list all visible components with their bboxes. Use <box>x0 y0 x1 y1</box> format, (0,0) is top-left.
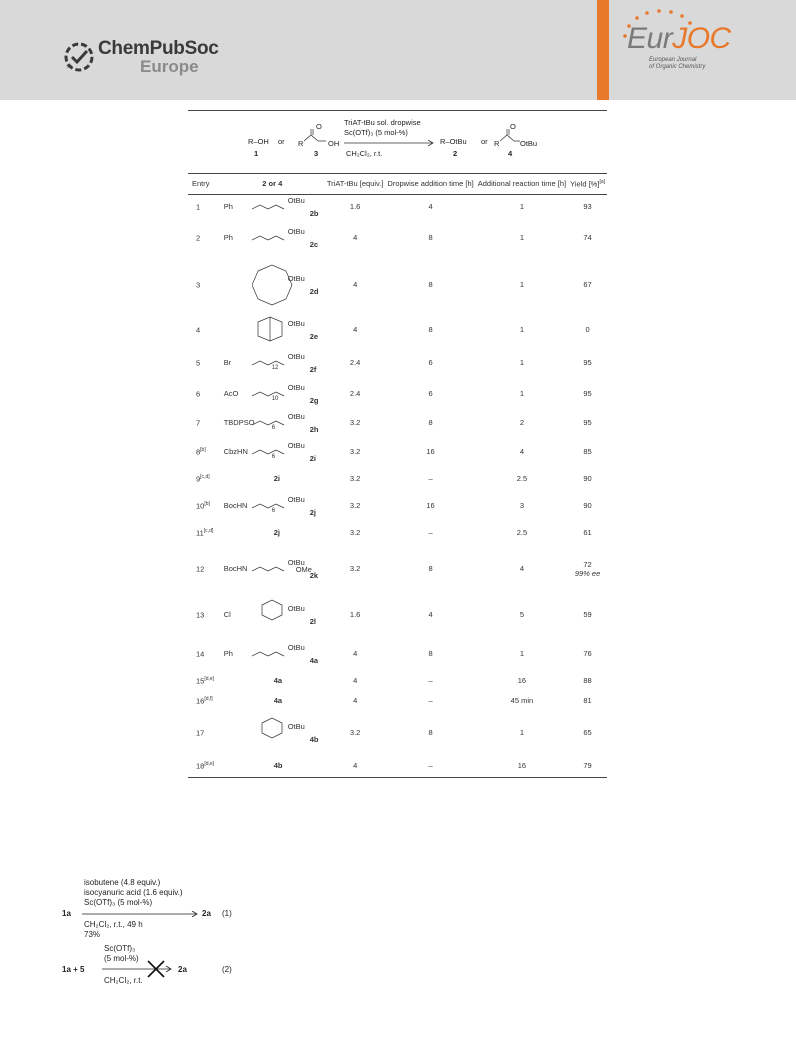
compound-id: 2h <box>309 424 319 434</box>
equiv-cell: 1.6 <box>349 610 361 619</box>
equiv-cell: 2.4 <box>349 358 361 367</box>
otbu-label: OtBu <box>287 494 305 504</box>
equiv-cell: 4 <box>353 280 358 289</box>
addition-time-cell: 4 <box>428 610 433 619</box>
compound-id: 4a <box>309 655 319 665</box>
table-row <box>188 347 607 379</box>
yield-cell <box>568 545 607 593</box>
chempubsoc-badge-icon <box>62 40 96 74</box>
chain-length-label: 10 <box>271 395 279 402</box>
equiv-cell: 3.2 <box>349 501 361 510</box>
addition-time-cell: 8 <box>428 418 433 427</box>
substituent-label: Ph <box>223 232 233 242</box>
yield-value: 67 <box>583 280 592 289</box>
table-row <box>188 313 607 347</box>
addition-time-cell: 8 <box>428 280 433 289</box>
col-compound: 2 or 4 <box>262 179 283 189</box>
compound-cell <box>220 755 325 777</box>
equiv-cell: 4 <box>353 649 358 658</box>
entry-cell <box>188 219 220 257</box>
compound-cell <box>220 671 325 691</box>
table-row <box>188 637 607 671</box>
table-row <box>188 257 607 313</box>
entry-number: 6 <box>196 389 201 399</box>
results-table-container <box>188 110 607 778</box>
table-row <box>188 671 607 691</box>
scheme-alcohol: R–OH <box>248 137 269 146</box>
table-row <box>188 437 607 467</box>
reaction-time-cell: 1 <box>519 649 524 658</box>
entry-cell <box>188 313 220 347</box>
addition-time-cell: 8 <box>428 233 433 242</box>
substituent-label: Br <box>223 357 232 367</box>
table-row <box>188 691 607 711</box>
eq1-below-1: CH₂Cl₂, r.t., 49 h <box>84 920 143 929</box>
reaction-time-cell: 1 <box>519 358 524 367</box>
col-yield-sup: [a] <box>599 179 605 185</box>
yield-cell <box>568 379 607 409</box>
yield-value: 90 <box>583 474 592 483</box>
entry-number: 17 <box>196 728 205 738</box>
yield-cell <box>568 257 607 313</box>
entry-footnote: [d,e] <box>204 675 215 682</box>
yield-cell <box>568 521 607 545</box>
reaction-time-cell: 1 <box>519 233 524 242</box>
reaction-time-cell: 2.5 <box>516 528 528 537</box>
yield-value: 88 <box>583 676 592 685</box>
compound-id: 4a <box>273 675 283 685</box>
entry-cell <box>188 195 220 219</box>
otbu-label: OtBu <box>287 557 305 567</box>
entry-number: 1 <box>196 202 201 212</box>
table-row <box>188 711 607 755</box>
eq1-cond-3: Sc(OTf)₃ (5 mol-%) <box>84 898 153 907</box>
equiv-cell: 1.6 <box>349 202 361 211</box>
entry-cell <box>188 711 220 755</box>
yield-cell <box>568 491 607 521</box>
scheme-acid-o: O <box>316 122 322 131</box>
equiv-cell: 3.2 <box>349 528 361 537</box>
yield-value: 65 <box>583 728 592 737</box>
journal-title-eur: Eur <box>627 22 673 55</box>
compound-cell <box>220 711 325 755</box>
reaction-time-cell: 1 <box>519 280 524 289</box>
addition-time-cell: 16 <box>426 447 435 456</box>
compound-id: 4a <box>273 695 283 705</box>
eq1-start: 1a <box>62 909 71 918</box>
eq1-product: 2a <box>202 909 211 918</box>
scheme-num-2: 2 <box>453 149 458 158</box>
equiv-cell: 3.2 <box>349 474 361 483</box>
scheme-cond-2: Sc(OTf)₃ (5 mol-%) <box>344 128 408 137</box>
compound-cell <box>220 195 325 219</box>
substituent-label: AcO <box>223 388 239 398</box>
equiv-cell: 3.2 <box>349 447 361 456</box>
table-row <box>188 491 607 521</box>
yield-value: 0 <box>585 325 590 334</box>
compound-id: 2l <box>309 616 316 626</box>
table-header-row <box>188 174 607 194</box>
reaction-time-cell: 1 <box>519 325 524 334</box>
otbu-label: OtBu <box>287 318 305 328</box>
entry-number: 10 <box>196 501 205 511</box>
otbu-label: OtBu <box>287 440 305 450</box>
skeletal-structure-icon <box>252 545 302 593</box>
yield-value: 95 <box>583 389 592 398</box>
otbu-label: OtBu <box>287 226 305 236</box>
journal-title-joc: JOC <box>672 22 731 55</box>
col-entry: Entry <box>192 179 210 189</box>
yield-cell <box>568 691 607 711</box>
eq2-below: CH₂Cl₂, r.t. <box>104 976 143 985</box>
compound-cell <box>220 637 325 671</box>
scheme-cond-3: CH₂Cl₂, r.t. <box>346 149 383 158</box>
compound-cell <box>220 347 325 379</box>
eq2-cond-2: (5 mol-%) <box>104 954 139 963</box>
otbu-label: OtBu <box>287 195 305 205</box>
entry-number: 11 <box>196 528 204 538</box>
entry-number: 13 <box>196 610 205 620</box>
substituent-label: CbzHN <box>223 446 248 456</box>
yield-cell <box>568 313 607 347</box>
equiv-cell: 2.4 <box>349 389 361 398</box>
yield-value: 93 <box>583 202 592 211</box>
table-row <box>188 467 607 491</box>
scheme-num-4: 4 <box>508 149 513 158</box>
entry-cell <box>188 491 220 521</box>
col-reaction-time: Additional reaction time [h] <box>477 179 567 189</box>
scheme-cond-1: TriAT-tBu sol. dropwise <box>344 118 421 127</box>
yield-cell <box>568 671 607 691</box>
addition-time-cell: – <box>428 676 433 685</box>
yield-cell <box>568 711 607 755</box>
journal-title <box>627 22 731 56</box>
addition-time-cell: – <box>428 696 433 705</box>
equiv-cell: 3.2 <box>349 418 361 427</box>
eq1-below-2: 73% <box>84 930 101 939</box>
addition-time-cell: – <box>428 474 433 483</box>
scheme-prod-o: O <box>510 122 516 131</box>
acid-structure-icon <box>304 129 330 145</box>
entry-number: 14 <box>196 649 205 659</box>
compound-cell <box>220 257 325 313</box>
substituent-label: Cl <box>223 609 231 619</box>
eq2-number: (2) <box>222 965 232 974</box>
entry-number: 18 <box>196 761 205 771</box>
otbu-label: OtBu <box>287 273 305 283</box>
chain-length-label: 6 <box>271 507 276 514</box>
substituent-label: Ph <box>223 201 233 211</box>
compound-id: 2e <box>309 331 319 341</box>
yield-value: 81 <box>583 696 592 705</box>
compound-cell <box>220 691 325 711</box>
reaction-time-cell: 4 <box>519 564 524 573</box>
eq1-cond-1: isobutene (4.8 equiv.) <box>84 878 161 887</box>
scheme-acid-r: R <box>298 139 304 148</box>
compound-id: 4b <box>309 734 319 744</box>
equiv-cell: 4 <box>353 761 358 770</box>
reaction-time-cell: 16 <box>517 676 527 685</box>
compound-id: 4b <box>273 760 283 770</box>
equiv-cell: 4 <box>353 696 358 705</box>
yield-cell <box>568 437 607 467</box>
entry-number: 3 <box>196 280 201 290</box>
entry-cell <box>188 671 220 691</box>
entry-cell <box>188 521 220 545</box>
table-row <box>188 521 607 545</box>
entry-footnote: [c,d] <box>203 527 214 534</box>
skeletal-structure-icon <box>252 711 302 755</box>
compound-id: 2i <box>309 453 316 463</box>
eurjoc-logo <box>609 0 749 100</box>
entry-number: 16 <box>196 696 205 706</box>
addition-time-cell: 6 <box>428 389 433 398</box>
col-addition-time: Dropwise addition time [h] <box>387 179 474 189</box>
entry-footnote: [b] <box>200 446 206 453</box>
reaction-time-cell: 1 <box>519 728 524 737</box>
compound-id: 2f <box>309 364 317 374</box>
addition-time-cell: – <box>428 761 433 770</box>
compound-cell <box>220 409 325 437</box>
scheme-acid-oh: OH <box>328 139 340 148</box>
scheme-num-3: 3 <box>314 149 319 158</box>
addition-time-cell: 8 <box>428 564 433 573</box>
accent-bar <box>597 0 609 100</box>
col-equiv: TriAT-tBu [equiv.] <box>326 179 384 189</box>
table-row <box>188 593 607 637</box>
entry-number: 2 <box>196 233 201 243</box>
skeletal-structure-icon <box>252 219 302 257</box>
table-row <box>188 409 607 437</box>
ee-value: 99% ee <box>574 568 601 578</box>
compound-cell <box>220 379 325 409</box>
publisher-region: Europe <box>140 57 199 76</box>
yield-cell <box>568 347 607 379</box>
equiv-cell: 4 <box>353 676 358 685</box>
col-yield-label: Yield [%] <box>570 179 600 189</box>
eq1-number: (1) <box>222 909 232 918</box>
reaction-time-cell: 4 <box>519 447 524 456</box>
page-header <box>0 0 796 100</box>
reaction-time-cell: 2.5 <box>516 474 528 483</box>
entry-cell <box>188 691 220 711</box>
ome-label: OMe <box>295 564 312 574</box>
results-table <box>188 174 607 777</box>
scheme-prod-ether: R–OtBu <box>440 137 467 146</box>
yield-value: 76 <box>583 649 592 658</box>
eq1-arrow-icon <box>82 911 200 917</box>
substituent-label: BocHN <box>223 563 248 573</box>
addition-time-cell: 8 <box>428 325 433 334</box>
table-row <box>188 379 607 409</box>
publisher-name: ChemPubSoc <box>98 38 219 59</box>
chain-length-label: 6 <box>271 453 276 460</box>
skeletal-structure-icon <box>252 593 302 637</box>
compound-cell <box>220 545 325 593</box>
addition-time-cell: 4 <box>428 202 433 211</box>
reaction-scheme <box>188 111 607 173</box>
substituent-label: TBDPSO <box>223 417 255 427</box>
entry-number: 5 <box>196 358 201 368</box>
otbu-label: OtBu <box>287 642 305 652</box>
scheme-prod-otbu: OtBu <box>520 139 538 148</box>
substituent-label: BocHN <box>223 500 248 510</box>
yield-value: 95 <box>583 418 592 427</box>
chain-length-label: 12 <box>271 364 279 371</box>
compound-id: 2g <box>309 395 319 405</box>
journal-subtitle-2: of Organic Chemistry <box>649 64 706 70</box>
entry-cell <box>188 545 220 593</box>
entry-number: 7 <box>196 418 201 428</box>
otbu-label: OtBu <box>287 411 305 421</box>
compound-cell <box>220 313 325 347</box>
yield-cell <box>568 593 607 637</box>
reaction-time-cell: 1 <box>519 202 524 211</box>
otbu-label: OtBu <box>287 603 305 613</box>
entry-number: 9 <box>196 474 201 484</box>
yield-value: 85 <box>583 447 592 456</box>
entry-cell <box>188 593 220 637</box>
eq1-cond-2: isocyanuric acid (1.6 equiv.) <box>84 888 183 897</box>
entry-cell <box>188 637 220 671</box>
equiv-cell: 3.2 <box>349 564 361 573</box>
journal-subtitle-1: European Journal <box>649 57 697 63</box>
compound-id: 2b <box>309 208 319 218</box>
yield-cell <box>568 755 607 777</box>
substituent-label: Ph <box>223 648 233 658</box>
yield-value: 79 <box>583 761 592 770</box>
yield-value: 90 <box>583 501 592 510</box>
yield-cell <box>568 219 607 257</box>
yield-value: 74 <box>583 233 592 242</box>
compound-id: 2k <box>309 570 319 580</box>
equiv-cell: 4 <box>353 233 358 242</box>
compound-cell <box>220 467 325 491</box>
compound-id: 2d <box>309 286 319 296</box>
reaction-time-cell: 2 <box>519 418 524 427</box>
compound-cell <box>220 219 325 257</box>
entry-cell <box>188 755 220 777</box>
entry-footnote: [d,e] <box>204 760 215 767</box>
entry-number: 8 <box>196 447 201 457</box>
entry-cell <box>188 379 220 409</box>
addition-time-cell: 6 <box>428 358 433 367</box>
entry-number: 12 <box>196 564 205 574</box>
entry-cell <box>188 347 220 379</box>
table-row <box>188 545 607 593</box>
table-row <box>188 219 607 257</box>
equations <box>60 878 260 988</box>
col-yield <box>568 174 607 194</box>
scheme-prod-r: R <box>494 139 500 148</box>
reaction-time-cell: 16 <box>517 761 527 770</box>
addition-time-cell: – <box>428 528 433 537</box>
table-row <box>188 195 607 219</box>
compound-id: 2j <box>309 507 316 517</box>
reaction-time-cell: 45 min <box>510 696 534 705</box>
eq2-product: 2a <box>178 965 187 974</box>
eq2-start: 1a + 5 <box>62 965 85 974</box>
yield-value: 95 <box>583 358 592 367</box>
yield-value: 59 <box>583 610 592 619</box>
reaction-arrow-icon <box>344 140 436 146</box>
otbu-label: OtBu <box>287 351 305 361</box>
entry-cell <box>188 257 220 313</box>
table-body <box>188 195 607 777</box>
yield-cell <box>568 467 607 491</box>
yield-cell <box>568 195 607 219</box>
scheme-num-1: 1 <box>254 149 259 158</box>
compound-cell <box>220 437 325 467</box>
entry-cell <box>188 437 220 467</box>
scheme-or-2: or <box>481 137 488 146</box>
compound-cell <box>220 491 325 521</box>
addition-time-cell: 16 <box>426 501 435 510</box>
equiv-cell: 4 <box>353 325 358 334</box>
compound-cell <box>220 521 325 545</box>
entry-footnote: [c,d] <box>200 473 210 480</box>
chain-length-label: 6 <box>271 424 276 431</box>
entry-cell <box>188 409 220 437</box>
reaction-time-cell: 5 <box>519 610 524 619</box>
yield-value: 72 <box>583 559 592 569</box>
equiv-cell: 3.2 <box>349 728 361 737</box>
yield-cell <box>568 637 607 671</box>
reaction-time-cell: 1 <box>519 389 524 398</box>
scheme-or-1: or <box>278 137 285 146</box>
entry-number: 4 <box>196 325 201 335</box>
compound-id: 2i <box>273 473 280 483</box>
compound-id: 2j <box>273 527 280 537</box>
addition-time-cell: 8 <box>428 728 433 737</box>
compound-id: 2c <box>309 239 319 249</box>
skeletal-structure-icon <box>252 257 302 313</box>
table-row <box>188 755 607 777</box>
entry-number: 15 <box>196 676 205 686</box>
chempubsoc-logo <box>62 38 219 78</box>
entry-footnote: [b] <box>204 500 210 507</box>
addition-time-cell: 8 <box>428 649 433 658</box>
reaction-time-cell: 3 <box>519 501 524 510</box>
yield-value: 61 <box>583 528 592 537</box>
entry-cell <box>188 467 220 491</box>
yield-cell <box>568 409 607 437</box>
otbu-label: OtBu <box>287 382 305 392</box>
eq2-cond-1: Sc(OTf)₃ <box>104 944 136 953</box>
otbu-label: OtBu <box>287 721 305 731</box>
table-bottom-rule <box>188 777 607 778</box>
compound-cell <box>220 593 325 637</box>
entry-footnote: [d,f] <box>204 695 213 702</box>
